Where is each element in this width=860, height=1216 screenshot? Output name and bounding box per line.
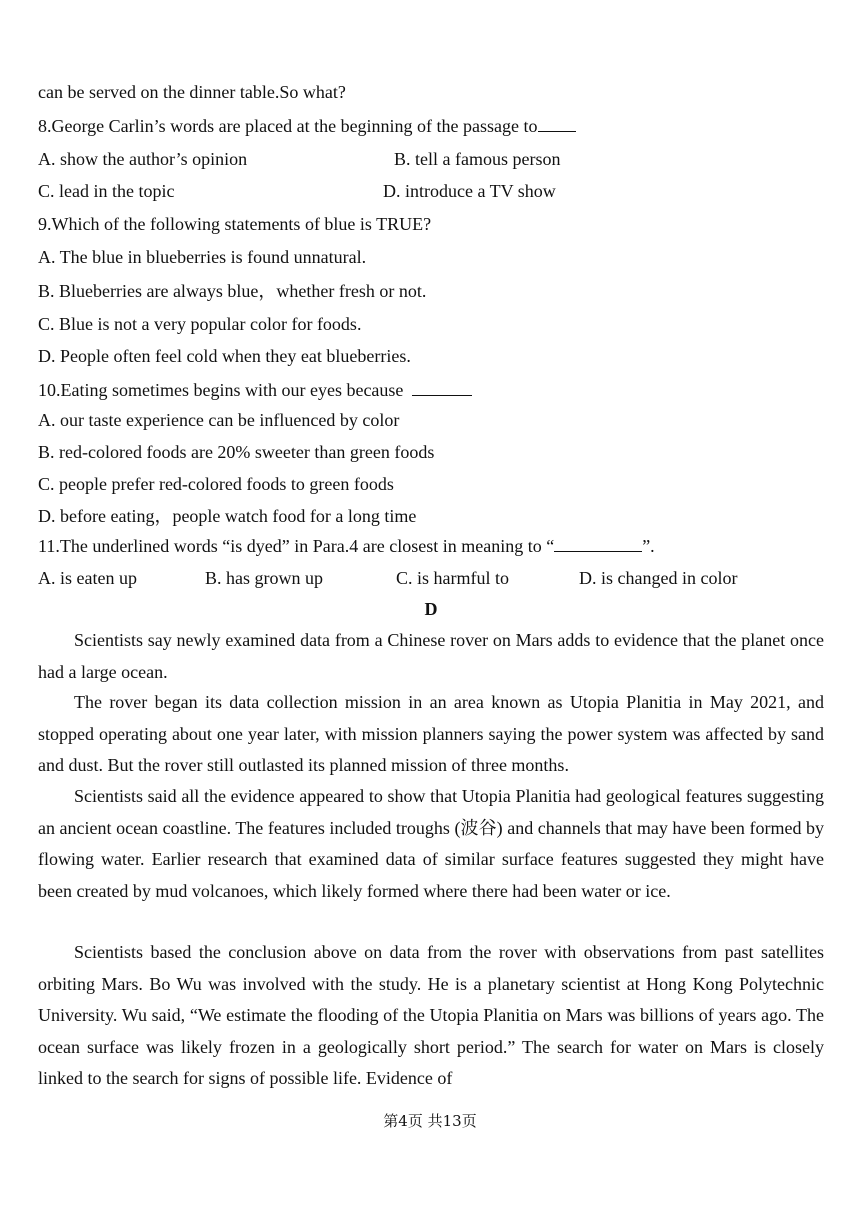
q8-option-d: D. introduce a TV show bbox=[383, 181, 556, 201]
paragraph-4: Scientists based the conclusion above on data from the rover with observations from past satellites orbiting Mars. Bo Wu was involved with the study. He is a planetary scientist at Hong Kong Polytechnic University. Wu said, “We estimate the flooding of the Utopia Planitia on Mars was billions of years ago. The ocean surface was likely frozen in a geologically short period.” The search for water on Mars is closely linked to the search for signs of possible life. Evidence of bbox=[38, 942, 824, 1088]
q8-option-c: C. lead in the topic bbox=[38, 181, 175, 201]
question-9: 9.Which of the following statements of blue is TRUE? bbox=[38, 214, 432, 234]
question-11-end: ”. bbox=[642, 536, 655, 556]
q9-option-d: D. People often feel cold when they eat blueberries. bbox=[38, 346, 411, 366]
answer-blank bbox=[538, 115, 576, 132]
section-title: D bbox=[424, 599, 438, 619]
q9-option-a: A. The blue in blueberries is found unnatural. bbox=[38, 247, 367, 267]
question-11-text: 11.The underlined words “is dyed” in Para.4 are closest in meaning to “ bbox=[38, 536, 555, 556]
q10-option-b: B. red-colored foods are 20% sweeter than green foods bbox=[38, 442, 435, 462]
answer-blank bbox=[412, 379, 472, 396]
q10-option-c: C. people prefer red-colored foods to green foods bbox=[38, 474, 394, 494]
q10-option-d: D. before eating，people watch food for a long time bbox=[38, 506, 417, 526]
page-number-footer: 第4页 共13页 bbox=[383, 1112, 477, 1130]
q11-option-a: A. is eaten up bbox=[38, 568, 137, 588]
question-8-text: 8.George Carlin’s words are placed at the beginning of the passage to bbox=[38, 116, 538, 136]
paragraph-1: Scientists say newly examined data from a Chinese rover on Mars adds to evidence that the planet once had a large ocean. bbox=[38, 630, 824, 682]
paragraph-2: The rover began its data collection mission in an area known as Utopia Planitia in May 2021, and stopped operating about one year later, with mission planners saying the power system was affected by sand and dust. But the rover still outlasted its planned mission of three months. bbox=[38, 692, 824, 775]
question-10-text: 10.Eating sometimes begins with our eyes because bbox=[38, 380, 404, 400]
answer-blank bbox=[554, 535, 642, 552]
previous-passage-end: can be served on the dinner table.So what? bbox=[38, 82, 346, 102]
q9-option-c: C. Blue is not a very popular color for foods. bbox=[38, 314, 362, 334]
question-10 bbox=[38, 379, 472, 401]
q8-option-b: B. tell a famous person bbox=[394, 149, 561, 169]
q11-option-b: B. has grown up bbox=[205, 568, 323, 588]
q10-option-a: A. our taste experience can be influenced by color bbox=[38, 410, 400, 430]
q11-option-c: C. is harmful to bbox=[396, 568, 509, 588]
question-8 bbox=[38, 115, 576, 137]
q8-option-a: A. show the author’s opinion bbox=[38, 149, 248, 169]
q11-option-d: D. is changed in color bbox=[579, 568, 738, 588]
question-11 bbox=[38, 535, 655, 557]
paragraph-3: Scientists said all the evidence appeared to show that Utopia Planitia had geological features suggesting an ancient ocean coastline. The features included troughs (波谷) and channels that may have been formed by flowing water. Earlier research that examined data of similar surface features suggested they might have been created by mud volcanoes, which likely formed where there had been water or ice. bbox=[38, 786, 824, 901]
q9-option-b: B. Blueberries are always blue，whether fresh or not. bbox=[38, 281, 427, 301]
